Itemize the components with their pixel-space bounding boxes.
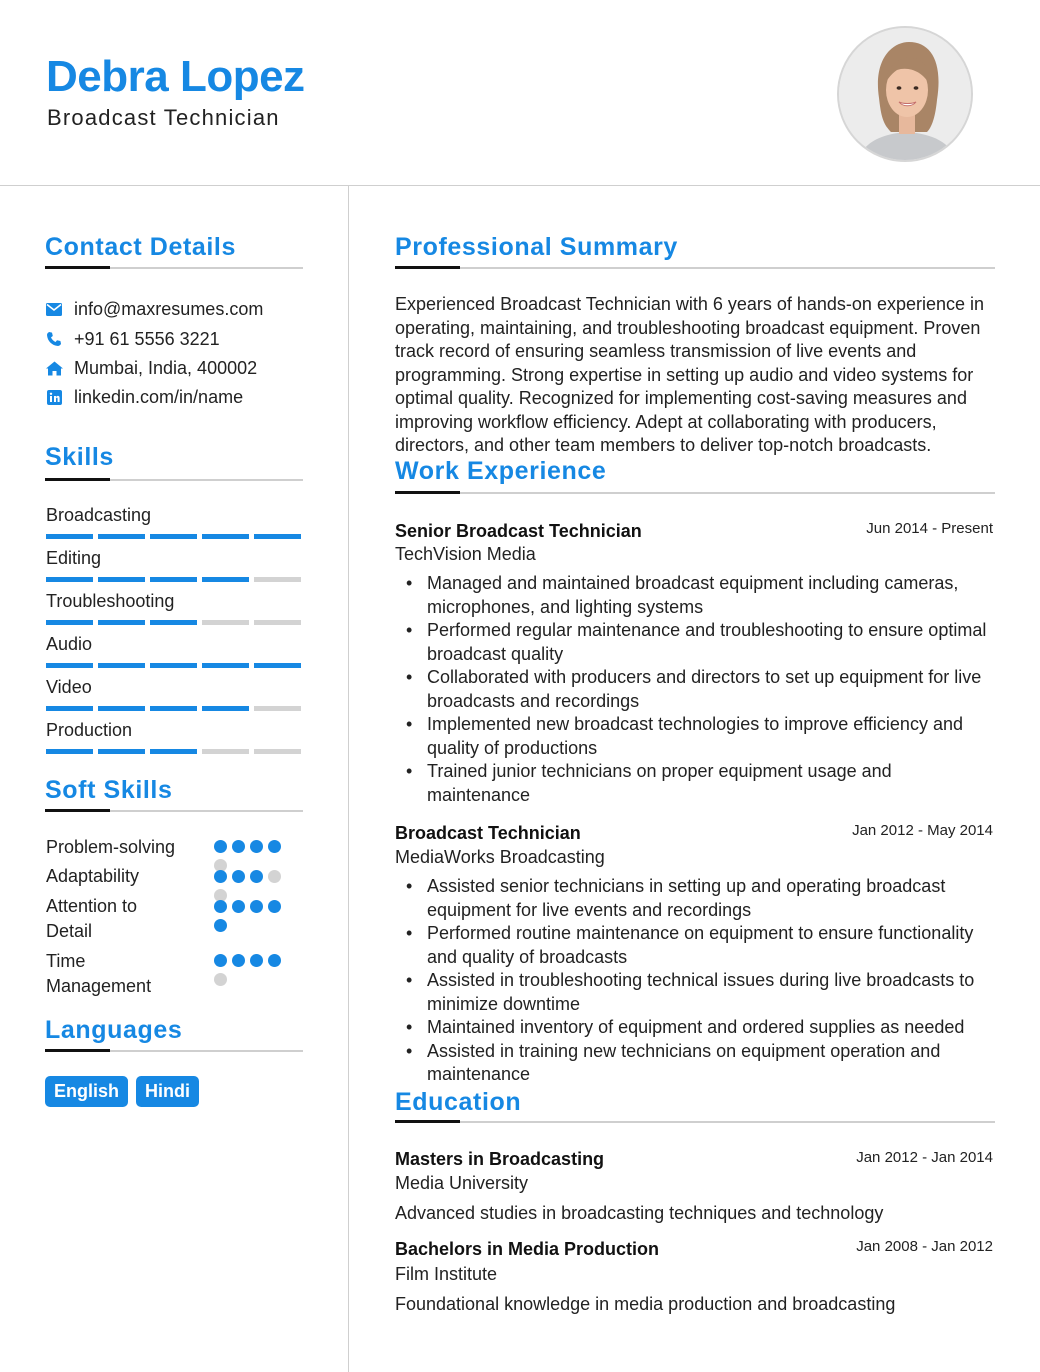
job-bullet: • Collaborated with producers and directors to set up equipment for live broadcasts and recordings [406,666,996,713]
job-company: MediaWorks Broadcasting [395,847,605,867]
skill-label: Broadcasting [46,505,152,525]
education-section-rule [395,1121,995,1123]
skill-bar-segment [202,534,249,539]
skill-bar-segment [254,749,301,754]
education-degree: Masters in Broadcasting [395,1149,605,1169]
linkedin-icon [45,388,63,406]
email-icon [45,300,63,318]
education-school: Media University [395,1173,529,1193]
skill-bar-segment [46,577,93,582]
skill-bar-segment [98,620,145,625]
education-school: Film Institute [395,1264,498,1284]
job-bullet: • Assisted in training new technicians on equipment operation and maintenance [406,1040,996,1087]
job-bullet: • Managed and maintained broadcast equipment including cameras, microphones, and lighting systems [406,572,996,619]
rating-dot [232,900,245,913]
soft-skill-rating [214,954,294,986]
rating-dot [214,919,227,932]
rating-dot [214,870,227,883]
rating-dot [214,840,227,853]
languages-section-title: Languages [45,1016,183,1044]
skill-bar-segment [254,663,301,668]
rating-dot [250,870,263,883]
job-bullet: • Maintained inventory of equipment and ordered supplies as needed [406,1016,996,1040]
language-list [45,1076,199,1107]
skill-bar-segment [46,749,93,754]
phone-icon [45,330,63,348]
education-description: Foundational knowledge in media production and broadcasting [395,1294,896,1314]
contact-email[interactable] [45,298,263,320]
skill-bar-segment [150,620,197,625]
contact-linkedin[interactable] [45,386,243,408]
experience-section-title: Work Experience [395,457,607,485]
rating-dot [232,840,245,853]
job-title: Broadcast Technician [395,823,581,843]
education-section-title: Education [395,1088,522,1116]
job-date: Jan 2012 - May 2014 [852,822,993,839]
soft-skill-label: Adaptability [46,866,140,886]
job-bullet: • Implemented new broadcast technologies to improve efficiency and quality of productions [406,713,996,760]
skill-bar-segment [98,706,145,711]
job-bullets [406,572,996,807]
skill-bar-segment [150,577,197,582]
skill-bar-segment [150,534,197,539]
soft-skills-section-title: Soft Skills [45,776,173,804]
rating-dot [268,900,281,913]
rating-dot [268,840,281,853]
skill-bar-segment [254,534,301,539]
contact-phone[interactable] [45,328,220,350]
skill-bar-segment [98,577,145,582]
contact-address [45,357,257,379]
skill-rating-bar [46,534,301,539]
skill-bar-segment [46,534,93,539]
skill-rating-bar [46,663,301,668]
skill-bar-segment [46,663,93,668]
home-icon [45,359,63,377]
skill-label: Audio [46,634,93,654]
skill-bar-segment [254,577,301,582]
candidate-name: Debra Lopez [46,52,305,101]
rating-dot [214,954,227,967]
skill-bar-segment [202,620,249,625]
contact-linkedin-text: linkedin.com/in/name [74,386,244,407]
summary-text: Experienced Broadcast Technician with 6 years of hands-on experience in operating, maintaining, and troubleshooting broadcast equipment. Proven track record of ensuring seamless transmission of live events and programming. Strong expertise in setting up audio and video systems for optimal quality. Recognized for implementing cost-saving measures and improving workflow efficiency. Adept at collaborating with producers, directors, and other team members to deliver top-notch broadcasts. [395,294,985,455]
skill-bar-segment [202,706,249,711]
skill-bar-segment [98,534,145,539]
skill-bar-segment [46,620,93,625]
skill-bar-segment [98,749,145,754]
profile-photo [837,26,973,162]
skill-rating-bar [46,577,301,582]
skill-label: Production [46,720,133,740]
contact-section-title: Contact Details [45,233,236,261]
education-degree: Bachelors in Media Production [395,1239,660,1259]
education-description: Advanced studies in broadcasting techniques and technology [395,1203,884,1223]
job-date: Jun 2014 - Present [866,520,993,537]
rating-dot [214,973,227,986]
summary-section-rule [395,267,995,269]
skill-bar-segment [150,706,197,711]
experience-section-rule [395,492,995,494]
skill-rating-bar [46,706,301,711]
rating-dot [232,870,245,883]
contact-address-text: Mumbai, India, 400002 [74,357,258,378]
job-bullet: • Performed routine maintenance on equipment to ensure functionality and quality of broadcasts [406,922,996,969]
soft-skill-rating [214,900,294,932]
rating-dot [214,900,227,913]
education-date: Jan 2012 - Jan 2014 [856,1149,993,1166]
rating-dot [250,954,263,967]
skill-bar-segment [150,663,197,668]
skill-rating-bar [46,620,301,625]
soft-skill-label: Problem-solving [46,837,176,857]
job-bullet: • Assisted in troubleshooting technical issues during live broadcasts to minimize downtime [406,969,996,1016]
soft-skill-rating [214,840,294,872]
rating-dot [268,870,281,883]
education-date: Jan 2008 - Jan 2012 [856,1238,993,1255]
skill-bar-segment [150,749,197,754]
summary-section-title: Professional Summary [395,233,678,261]
rating-dot [232,954,245,967]
skill-bar-segment [202,749,249,754]
soft-skill-rating [214,870,294,902]
soft-skill-label: Time Management [46,951,152,996]
job-bullets [406,875,996,1087]
soft-skill-label: Attention to Detail [46,896,138,941]
skills-section-rule [45,479,303,481]
language-badge: Hindi [136,1076,199,1107]
skill-bar-segment [202,577,249,582]
skill-bar-segment [254,706,301,711]
job-company: TechVision Media [395,544,536,564]
skill-bar-segment [254,620,301,625]
languages-section-rule [45,1050,303,1052]
contact-email-text: info@maxresumes.com [74,298,264,319]
language-badge: English [45,1076,128,1107]
contact-phone-text: +91 61 5556 3221 [74,328,220,349]
skill-bar-segment [46,706,93,711]
job-bullet: • Assisted senior technicians in setting up and operating broadcast equipment for live events and recordings [406,875,996,922]
skill-label: Video [46,677,92,697]
skill-bar-segment [98,663,145,668]
soft-skills-section-rule [45,810,303,812]
job-bullet: • Performed regular maintenance and troubleshooting to ensure optimal broadcast quality [406,619,996,666]
job-bullet: • Trained junior technicians on proper equipment usage and maintenance [406,760,996,807]
skill-rating-bar [46,749,301,754]
skill-label: Editing [46,548,102,568]
rating-dot [250,840,263,853]
skills-section-title: Skills [45,443,114,471]
resume-header [0,0,1040,186]
skill-label: Troubleshooting [46,591,175,611]
rating-dot [250,900,263,913]
skill-bar-segment [202,663,249,668]
column-divider [348,186,349,1372]
candidate-role: Broadcast Technician [47,105,280,130]
contact-section-rule [45,267,303,269]
rating-dot [268,954,281,967]
job-title: Senior Broadcast Technician [395,521,642,541]
